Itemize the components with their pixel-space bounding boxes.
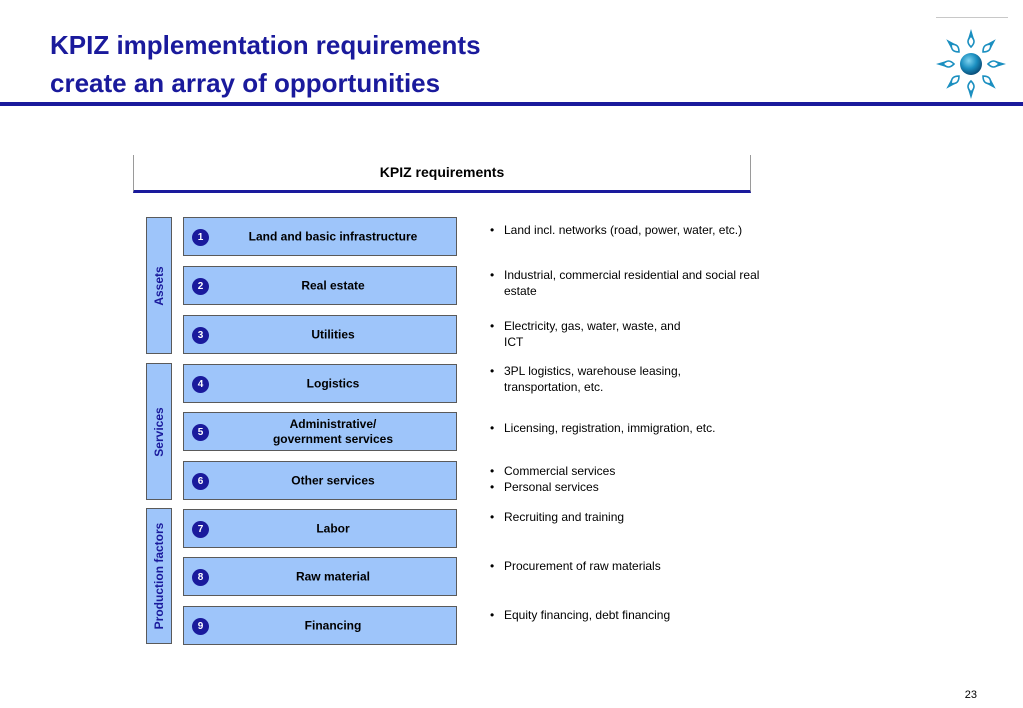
detail-bullet: • Recruiting and training: [490, 509, 760, 525]
group-production-factors: [146, 508, 172, 644]
detail-bullet: • Land incl. networks (road, power, water, etc.): [490, 222, 760, 238]
requirement-details-labor: [490, 509, 760, 525]
requirement-details-land: [490, 222, 760, 238]
detail-bullet: • Commercial services: [490, 463, 760, 479]
group-label-production-factors: Production factors: [152, 522, 166, 630]
slide-title-line1: KPIZ implementation requirements: [50, 30, 481, 60]
requirement-details-other-services: [490, 463, 760, 495]
requirement-details-real-estate: [490, 267, 760, 299]
requirement-label-line: Raw material: [295, 569, 371, 583]
page-number: 23: [964, 689, 977, 701]
number-badge: 1: [192, 229, 209, 246]
detail-bullet: • Personal services: [490, 479, 760, 495]
group-services: [146, 363, 172, 500]
requirement-label: [210, 417, 456, 447]
requirement-label-line: Other services: [291, 473, 375, 487]
requirement-row-real-estate: [183, 266, 457, 305]
requirement-row-raw-material: [183, 557, 457, 596]
requirement-label: [210, 521, 456, 536]
group-label-services: Services: [152, 406, 166, 457]
sun-globe-logo-icon: [934, 27, 1008, 101]
requirements-header-box: [133, 155, 751, 193]
number-badge: 5: [192, 424, 209, 441]
slide-title: [50, 26, 481, 102]
slide-title-line2: create an array of opportunities: [50, 68, 441, 98]
requirement-label-line: government services: [272, 431, 394, 446]
requirement-label-line: Administrative/: [289, 416, 377, 431]
requirements-header: KPIZ requirements: [379, 164, 505, 180]
requirement-label: [210, 569, 456, 584]
detail-bullet: • Electricity, gas, water, waste, and ICT: [490, 318, 690, 350]
number-badge: 8: [192, 569, 209, 586]
group-assets: [146, 217, 172, 354]
requirement-label-line: Real estate: [301, 278, 365, 292]
detail-bullet: • Licensing, registration, immigration, etc.: [490, 420, 770, 436]
requirement-label-line: Land and basic infrastructure: [248, 229, 418, 243]
detail-bullet: • Equity financing, debt financing: [490, 607, 760, 623]
detail-bullet: • Industrial, commercial residential and social real estate: [490, 267, 760, 299]
number-badge: 3: [192, 327, 209, 344]
requirement-row-labor: [183, 509, 457, 548]
requirement-details-administrative: [490, 420, 770, 436]
requirement-label: [210, 618, 456, 633]
number-badge: 4: [192, 376, 209, 393]
requirement-details-utilities: [490, 318, 690, 350]
detail-bullet: • Procurement of raw materials: [490, 558, 760, 574]
requirement-label: [210, 278, 456, 293]
group-label-assets: Assets: [152, 265, 166, 306]
requirement-label: [210, 376, 456, 391]
requirement-label-line: Logistics: [306, 376, 360, 390]
number-badge: 9: [192, 618, 209, 635]
requirement-label-line: Utilities: [311, 327, 355, 341]
requirement-row-logistics: [183, 364, 457, 403]
requirement-details-financing: [490, 607, 760, 623]
number-badge: 7: [192, 521, 209, 538]
requirement-label: [210, 473, 456, 488]
number-badge: 6: [192, 473, 209, 490]
requirement-row-land: [183, 217, 457, 256]
requirement-details-logistics: [490, 363, 720, 395]
requirement-label-line: Financing: [304, 618, 362, 632]
requirement-details-raw-material: [490, 558, 760, 574]
requirement-row-utilities: [183, 315, 457, 354]
requirement-row-other-services: [183, 461, 457, 500]
requirement-label-line: Labor: [316, 521, 350, 535]
number-badge: 2: [192, 278, 209, 295]
logo-rule: [936, 17, 1008, 18]
detail-bullet: • 3PL logistics, warehouse leasing, transportation, etc.: [490, 363, 720, 395]
requirement-row-financing: [183, 606, 457, 645]
requirement-label: [210, 229, 456, 244]
requirement-label: [210, 327, 456, 342]
title-underline: [0, 102, 1023, 106]
requirement-row-administrative: [183, 412, 457, 451]
